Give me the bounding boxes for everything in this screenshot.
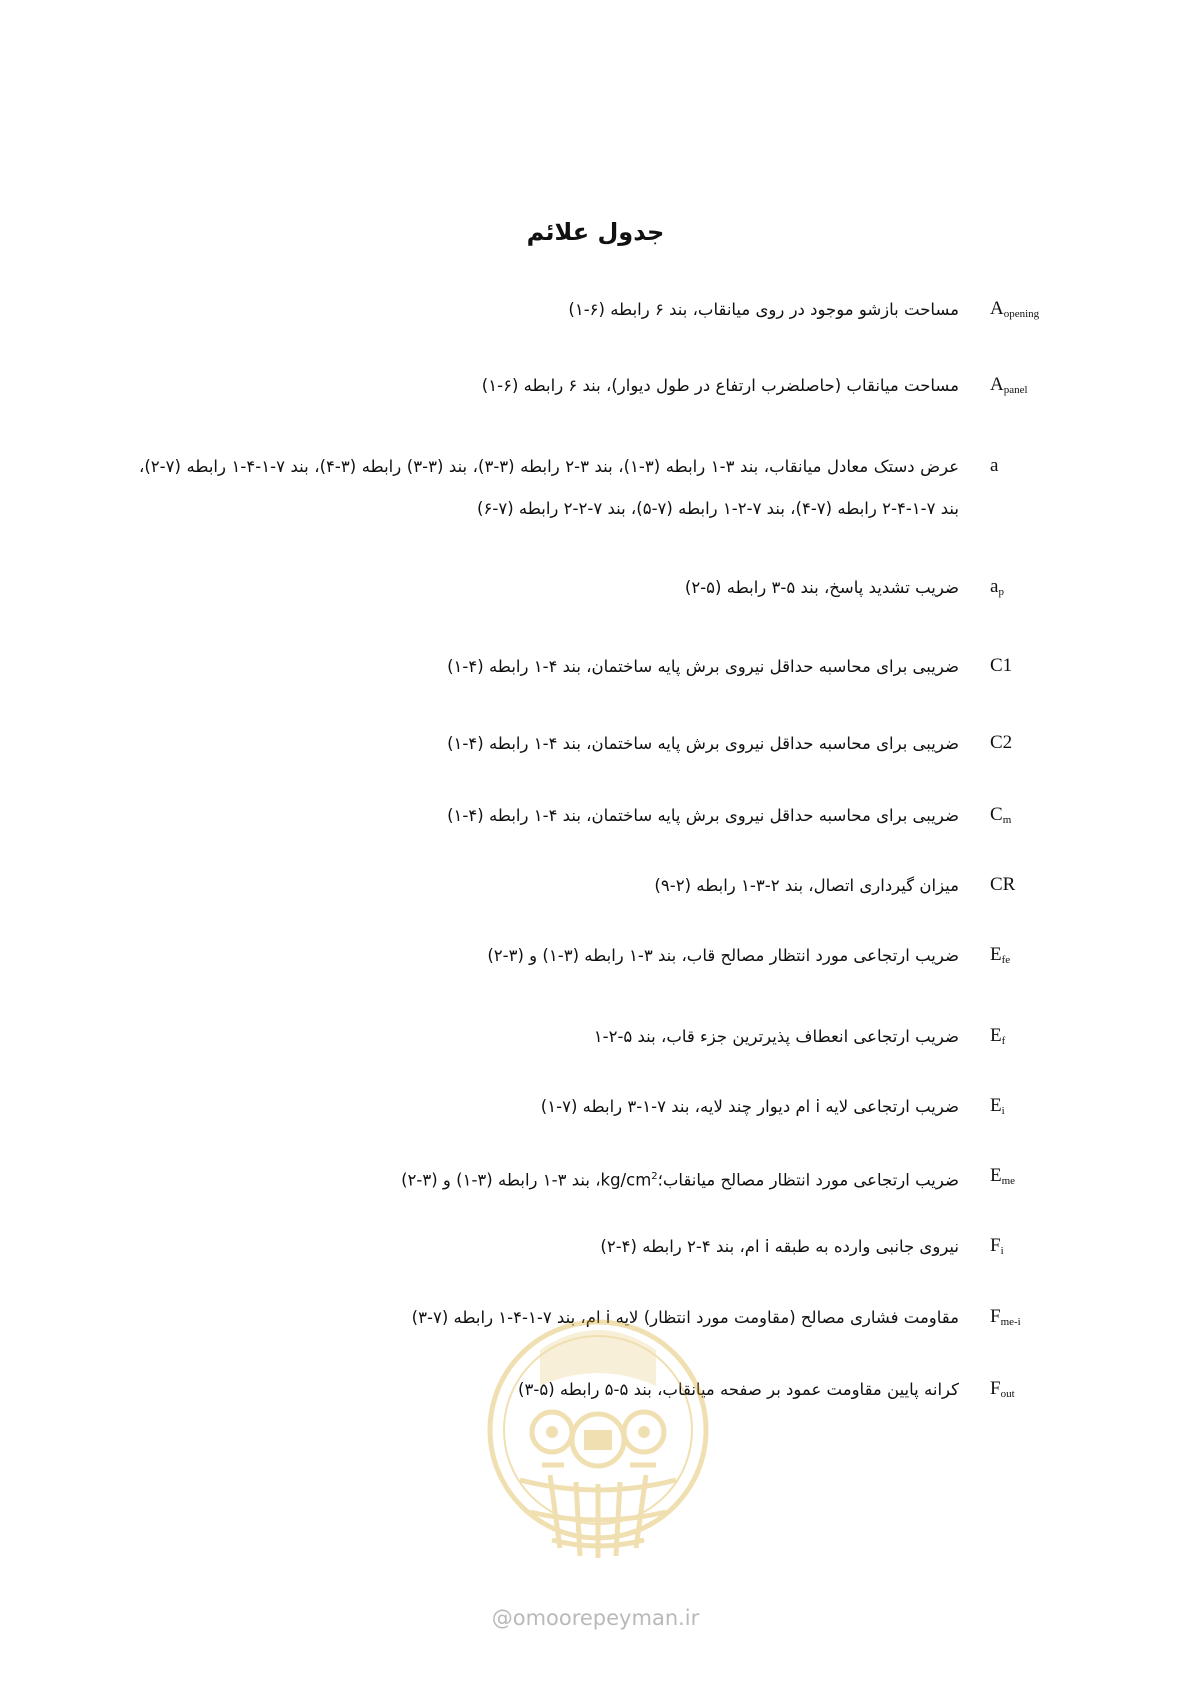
symbol-description: مساحت بازشو موجود در روی میانقاب، بند ۶ رابطه (۶-۱) [568, 300, 959, 319]
watermark-seal [480, 1290, 716, 1610]
symbol: C2 [990, 732, 1013, 753]
symbol: $A_{panel}$ [990, 374, 1028, 396]
symbol: $E_i$ [990, 1095, 1005, 1117]
symbol: CR [990, 874, 1016, 895]
symbol-description: میزان گیرداری اتصال، بند ۲-۳-۱ رابطه (۲-۹) [654, 876, 959, 895]
symbol-description: مساحت میانقاب (حاصلضرب ارتفاع در طول دیوار)، بند ۶ رابطه (۶-۱) [481, 376, 959, 395]
symbol: $F_i$ [990, 1235, 1004, 1257]
symbol-description: ضریبی برای محاسبه حداقل نیروی برش پایه ساختمان، بند ۴-۱ رابطه (۴-۱) [447, 734, 959, 753]
symbol: C1 [990, 655, 1013, 676]
site-url: @omoorepeyman.ir [491, 1606, 700, 1630]
symbol-description: ضریب تشدید پاسخ، بند ۵-۳ رابطه (۵-۲) [684, 578, 959, 597]
symbol-description: ضریب ارتجاعی مورد انتظار مصالح قاب، بند ۳-۱ رابطه (۳-۱) و (۳-۲) [487, 946, 959, 965]
symbol: $F_{me-i}$ [990, 1306, 1021, 1328]
symbol-description: ضریبی برای محاسبه حداقل نیروی برش پایه ساختمان، بند ۴-۱ رابطه (۴-۱) [447, 657, 959, 676]
symbol: $C_m$ [990, 804, 1012, 826]
symbol-description: ضریب ارتجاعی لایه i ام دیوار چند لایه، بند ۷-۱-۳ رابطه (۷-۱) [540, 1097, 959, 1116]
symbol: $E_f$ [990, 1025, 1006, 1047]
symbol-description: ضریب ارتجاعی مورد انتظار مصالح $میانقاب؛kg/cm^2،$ بند ۳-۱ رابطه (۳-۱) و (۳-۲) [401, 1170, 959, 1190]
symbol-description: کرانه پایین مقاومت عمود بر صفحه میانقاب، بند ۵-۵ رابطه (۵-۳) [518, 1380, 959, 1399]
symbol-description: نیروی جانبی وارده به طبقه i ام، بند ۴-۲ رابطه (۴-۲) [600, 1237, 959, 1256]
symbol-description: ضریبی برای محاسبه حداقل نیروی برش پایه ساختمان، بند ۴-۱ رابطه (۴-۱) [447, 806, 959, 825]
symbol: $E_{fe}$ [990, 944, 1011, 966]
symbol: $a_p$ [990, 576, 1004, 598]
symbol: $F_{out}$ [990, 1378, 1015, 1400]
symbol-description: مقاومت فشاری مصالح (مقاومت مورد انتظار) لایه i ام، بند ۷-۱-۴-۱ رابطه (۷-۳) [411, 1308, 959, 1327]
page-title: جدول علائم [526, 218, 665, 246]
symbol: $E_{me}$ [990, 1165, 1016, 1187]
symbol: $A_{opening}$ [990, 298, 1040, 320]
symbol: a [990, 455, 999, 476]
symbol-description: عرض دستک معادل میانقاب، بند ۳-۱ رابطه (۳-۱)، بند ۳-۲ رابطه (۳-۳)، بند (۳-۳) رابطه (۳-۴)، بند ۷-۱-۴-۱ رابطه (۷-۲)، بند ۷-۱-۴-۲ رابطه (۷-۴)، بند ۷-۲-۱ رابطه (۷-۵)، بند ۷-۲-۲ رابطه (۷-۶) [139, 457, 960, 518]
symbol-description: ضریب ارتجاعی انعطاف پذیرترین جزء قاب، بند ۵-۲-۱ [593, 1027, 959, 1046]
